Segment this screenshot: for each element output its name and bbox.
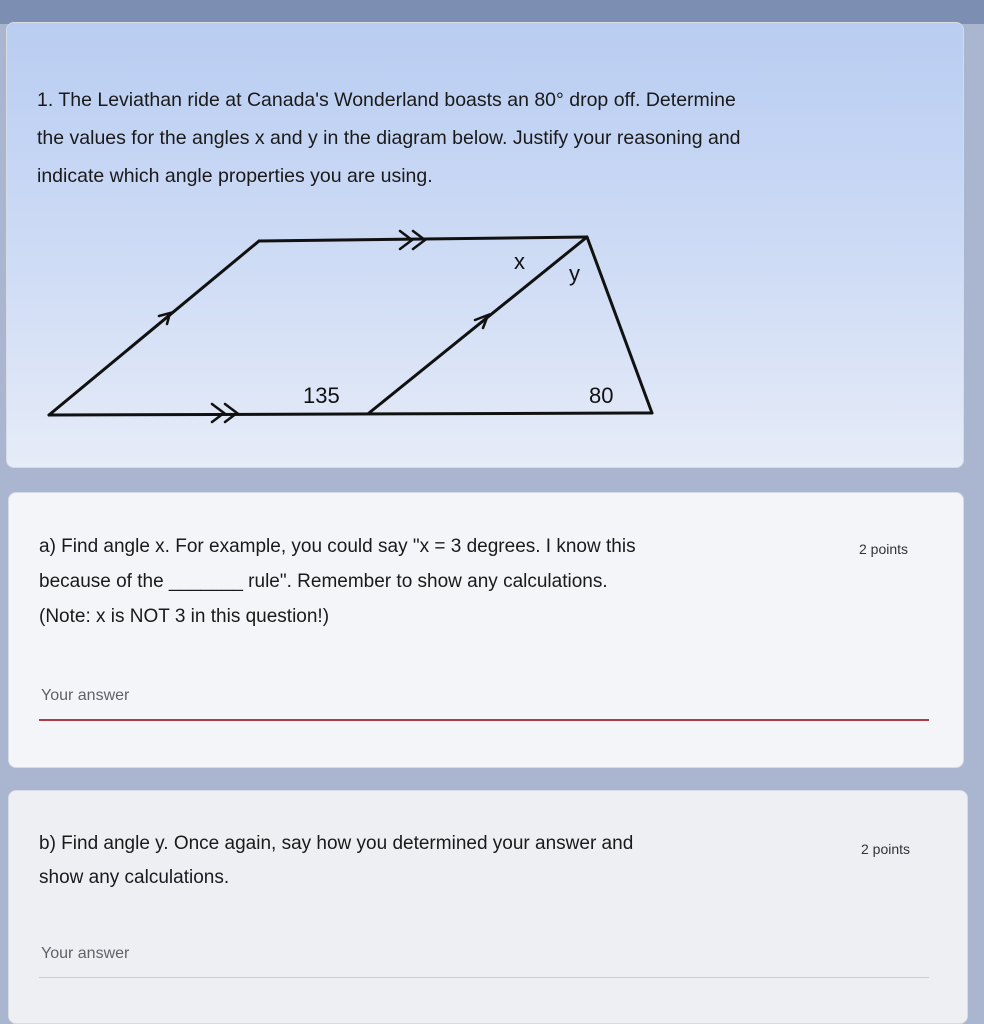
points-badge: 2 points [861, 841, 911, 857]
question-line: because of the _______ rule". Remember to show any calculations. [39, 571, 608, 592]
question-line: 1. The Leviathan ride at Canada's Wonderland boasts an 80° drop off. Determine [37, 89, 736, 111]
angle-label-y: y [569, 261, 580, 286]
answer-underline [39, 977, 929, 978]
angle-label-135: 135 [303, 383, 340, 408]
answer-input[interactable]: Your answer [41, 687, 130, 704]
question-intro-card [6, 22, 964, 468]
inner-diagonal-line [369, 237, 587, 413]
question-a-card [8, 492, 964, 768]
question-line: b) Find angle y. Once again, say how you determined your answer and [39, 833, 634, 854]
geometry-diagram [7, 23, 965, 469]
answer-underline [39, 719, 929, 721]
question-line: (Note: x is NOT 3 in this question!) [39, 606, 330, 627]
question-b-card [8, 790, 968, 1024]
bottom-line [49, 413, 652, 415]
angle-label-x: x [514, 249, 525, 274]
question-line: show any calculations. [39, 867, 230, 888]
question-b-text [39, 827, 829, 895]
question-line: the values for the angles x and y in the diagram below. Justify your reasoning and [37, 127, 741, 149]
question-line: a) Find angle x. For example, you could say "x = 3 degrees. I know this [39, 536, 636, 557]
angle-label-80: 80 [589, 383, 614, 408]
question-a-text [39, 529, 829, 634]
left-side-line [49, 241, 259, 415]
points-badge: 2 points [859, 541, 909, 557]
top-bar [0, 0, 984, 24]
answer-input[interactable]: Your answer [41, 945, 130, 962]
question-line: indicate which angle properties you are using. [37, 165, 433, 187]
